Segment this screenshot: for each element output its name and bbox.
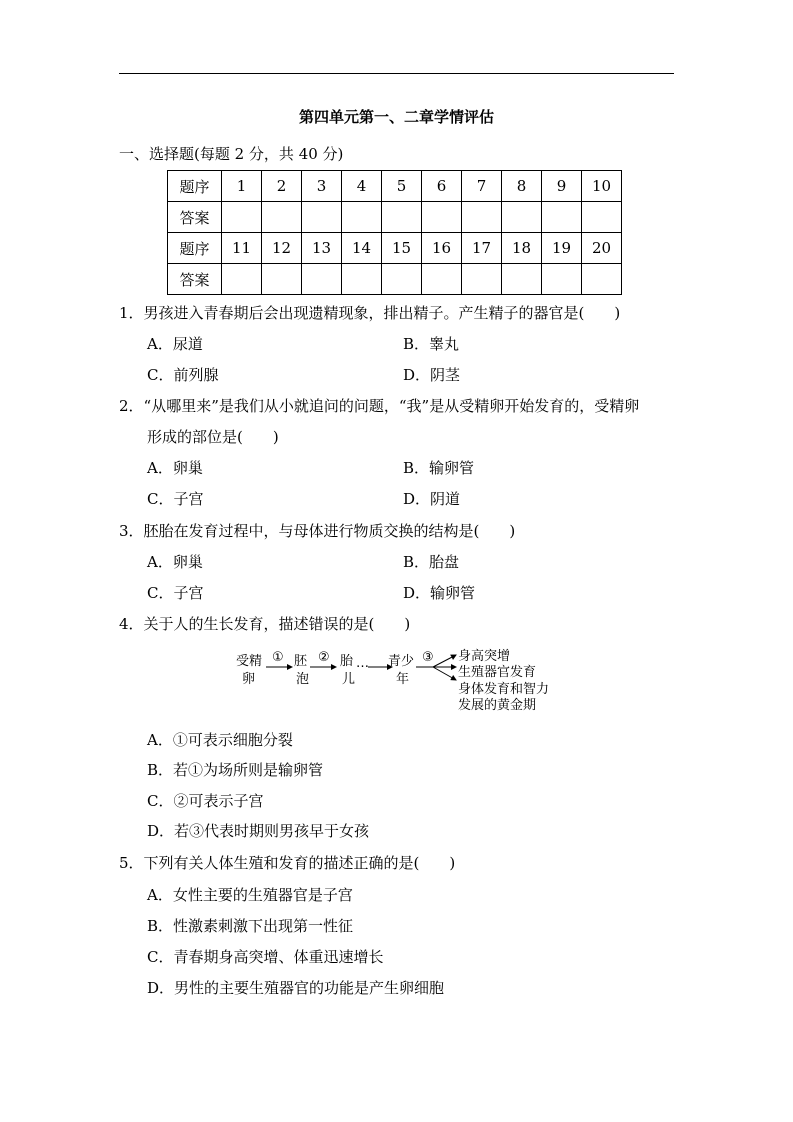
answer-table (167, 170, 622, 295)
answer-label: 答案 (168, 264, 222, 295)
section-heading: 一、选择题(每题 2 分，共 40 分) (119, 145, 344, 163)
question-number: 13 (302, 233, 342, 264)
option: C．子宫 (147, 584, 204, 602)
question-number: 19 (542, 233, 582, 264)
option: B．性激素刺激下出现第一性征 (147, 917, 354, 935)
page-title: 第四单元第一、二章学情评估 (298, 108, 494, 126)
diagram-label: 受精 (236, 654, 263, 669)
question-number: 16 (422, 233, 462, 264)
answer-cell (222, 202, 262, 233)
question-number: 2 (262, 171, 302, 202)
answer-cell (382, 202, 422, 233)
option: B．输卵管 (403, 459, 475, 477)
growth-diagram (230, 645, 560, 720)
option: D．若③代表时期则男孩早于女孩 (147, 822, 370, 840)
option: B．胎盘 (403, 553, 460, 571)
question-5: 5．下列有关人体生殖和发育的描述正确的是( ) (119, 854, 456, 872)
answer-cell (582, 264, 622, 295)
question-number: 6 (422, 171, 462, 202)
diagram-label: 卵 (242, 672, 256, 687)
answer-cell (342, 202, 382, 233)
diagram-label: ② (318, 650, 330, 665)
diagram-label: ③ (422, 650, 434, 665)
answer-cell (382, 264, 422, 295)
answer-cell (222, 264, 262, 295)
question-number: 8 (502, 171, 542, 202)
diagram-label: 胚 (294, 654, 308, 669)
answer-cell (262, 202, 302, 233)
option: B．若①为场所则是输卵管 (147, 761, 324, 779)
option: D．阴道 (403, 490, 461, 508)
question-number: 18 (502, 233, 542, 264)
diagram-label: 身高突增 (458, 649, 511, 664)
diagram-label: ① (272, 650, 284, 665)
question-number: 10 (582, 171, 622, 202)
arrow (433, 667, 456, 680)
diagram-label: 泡 (296, 672, 310, 687)
diagram-label: 身体发育和智力 (458, 682, 550, 697)
answer-cell (542, 202, 582, 233)
answer-cell (502, 202, 542, 233)
question-4: 4．关于人的生长发育，描述错误的是( ) (119, 615, 411, 633)
question-number: 11 (222, 233, 262, 264)
answer-cell (302, 264, 342, 295)
answer-cell (462, 264, 502, 295)
header-rule (119, 73, 674, 74)
arrow (433, 655, 456, 667)
question-number: 4 (342, 171, 382, 202)
option: B．睾丸 (403, 335, 460, 353)
diagram-label: 胎 (340, 654, 354, 669)
diagram-label: 发展的黄金期 (458, 698, 537, 713)
option: A．卵巢 (147, 553, 203, 571)
diagram-label: 年 (396, 672, 410, 687)
option: C．前列腺 (147, 366, 219, 384)
option: D．男性的主要生殖器官的功能是产生卵细胞 (147, 979, 445, 997)
question-number: 5 (382, 171, 422, 202)
option: A．女性主要的生殖器官是子宫 (147, 886, 353, 904)
row-label: 题序 (168, 171, 222, 202)
question-number: 17 (462, 233, 502, 264)
answer-label: 答案 (168, 202, 222, 233)
diagram-label: 儿 (342, 672, 356, 687)
diagram-label: … (356, 656, 369, 671)
option: A．卵巢 (147, 459, 203, 477)
question-number: 1 (222, 171, 262, 202)
option: C．青春期身高突增、体重迅速增长 (147, 948, 384, 966)
question-number: 14 (342, 233, 382, 264)
question-number: 12 (262, 233, 302, 264)
question-number: 15 (382, 233, 422, 264)
question-2: 2．“从哪里来”是我们从小就追问的问题，“我”是从受精卵开始发育的，受精卵 (119, 397, 640, 415)
option: A．尿道 (147, 335, 203, 353)
question-number: 7 (462, 171, 502, 202)
answer-cell (542, 264, 582, 295)
question-2-cont: 形成的部位是( ) (147, 428, 279, 446)
answer-cell (422, 264, 462, 295)
diagram-label: 青少 (388, 654, 415, 669)
question-3: 3．胚胎在发育过程中，与母体进行物质交换的结构是( ) (119, 522, 516, 540)
answer-cell (502, 264, 542, 295)
question-number: 9 (542, 171, 582, 202)
answer-cell (262, 264, 302, 295)
row-label: 题序 (168, 233, 222, 264)
option: A．①可表示细胞分裂 (147, 731, 293, 749)
option: C．②可表示子宫 (147, 792, 264, 810)
question-number: 3 (302, 171, 342, 202)
question-number: 20 (582, 233, 622, 264)
answer-cell (302, 202, 342, 233)
answer-cell (462, 202, 502, 233)
answer-cell (422, 202, 462, 233)
option: C．子宫 (147, 490, 204, 508)
option: D．输卵管 (403, 584, 476, 602)
diagram-label: 生殖器官发育 (458, 665, 537, 680)
question-1: 1．男孩进入青春期后会出现遗精现象，排出精子。产生精子的器官是( ) (119, 304, 621, 322)
answer-cell (582, 202, 622, 233)
answer-cell (342, 264, 382, 295)
option: D．阴茎 (403, 366, 461, 384)
